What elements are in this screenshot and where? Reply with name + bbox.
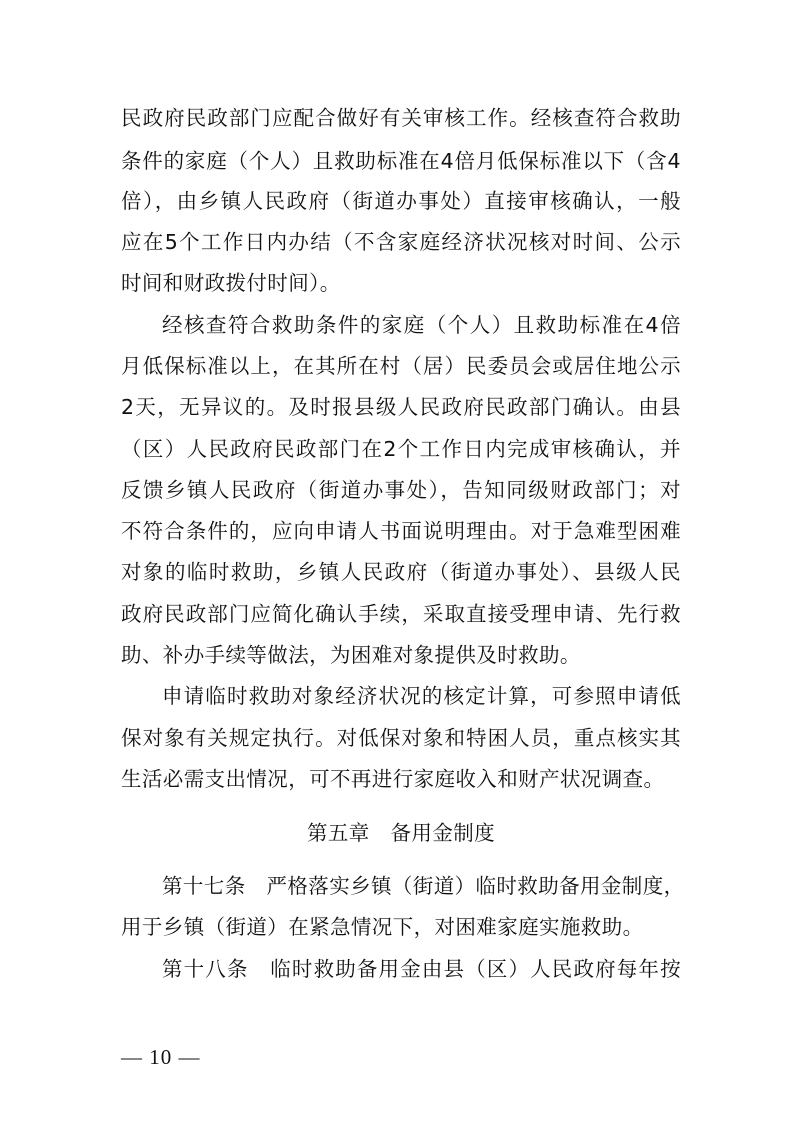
text-line-7: 月低保标准以上，在其所在村（居）民委员会或居住地公示 bbox=[121, 354, 681, 378]
chapter-heading: 第五章 备用金制度 bbox=[306, 821, 496, 845]
text-line-6: 经核查符合救助条件的家庭（个人）且救助标准在4倍 bbox=[162, 313, 681, 337]
text-line-8: 2天，无异议的。及时报县级人民政府民政部门确认。由县 bbox=[121, 395, 681, 419]
text-line-19: 第十七条 严格落实乡镇（街道）临时救助备用金制度， bbox=[162, 874, 685, 898]
text-line-21: 第十八条 临时救助备用金由县（区）人民政府每年按 bbox=[162, 957, 681, 981]
text-line-14: 助、补办手续等做法，为困难对象提供及时救助。 bbox=[121, 643, 581, 667]
text-line-1: 民政府民政部门应配合做好有关审核工作。经核查符合救助 bbox=[121, 106, 681, 130]
text-line-17: 生活必需支出情况，可不再进行家庭收入和财产状况调查。 bbox=[121, 767, 665, 791]
text-line-2: 条件的家庭（个人）且救助标准在4倍月低保标准以下（含4 bbox=[121, 149, 681, 173]
text-line-20: 用于乡镇（街道）在紧急情况下，对困难家庭实施救助。 bbox=[121, 915, 644, 939]
text-line-3: 倍），由乡镇人民政府（街道办事处）直接审核确认，一般 bbox=[121, 189, 681, 213]
text-line-5: 时间和财政拨付时间）。 bbox=[121, 271, 341, 295]
text-line-13: 政府民政部门应简化确认手续，采取直接受理申请、先行救 bbox=[121, 602, 681, 626]
text-line-11: 不符合条件的，应向申请人书面说明理由。对于急难型困难 bbox=[121, 519, 681, 543]
text-line-10: 反馈乡镇人民政府（街道办事处），告知同级财政部门；对 bbox=[121, 478, 681, 502]
text-line-9: （区）人民政府民政部门在2个工作日内完成审核确认，并 bbox=[121, 437, 681, 461]
text-line-16: 保对象有关规定执行。对低保对象和特困人员，重点核实其 bbox=[121, 726, 681, 750]
text-line-12: 对象的临时救助，乡镇人民政府（街道办事处）、县级人民 bbox=[121, 560, 681, 584]
text-line-15: 申请临时救助对象经济状况的核定计算，可参照申请低 bbox=[162, 684, 681, 708]
text-line-4: 应在5个工作日内办结（不含家庭经济状况核对时间、公示 bbox=[121, 230, 681, 254]
page-number: — 10 — bbox=[121, 1045, 201, 1069]
